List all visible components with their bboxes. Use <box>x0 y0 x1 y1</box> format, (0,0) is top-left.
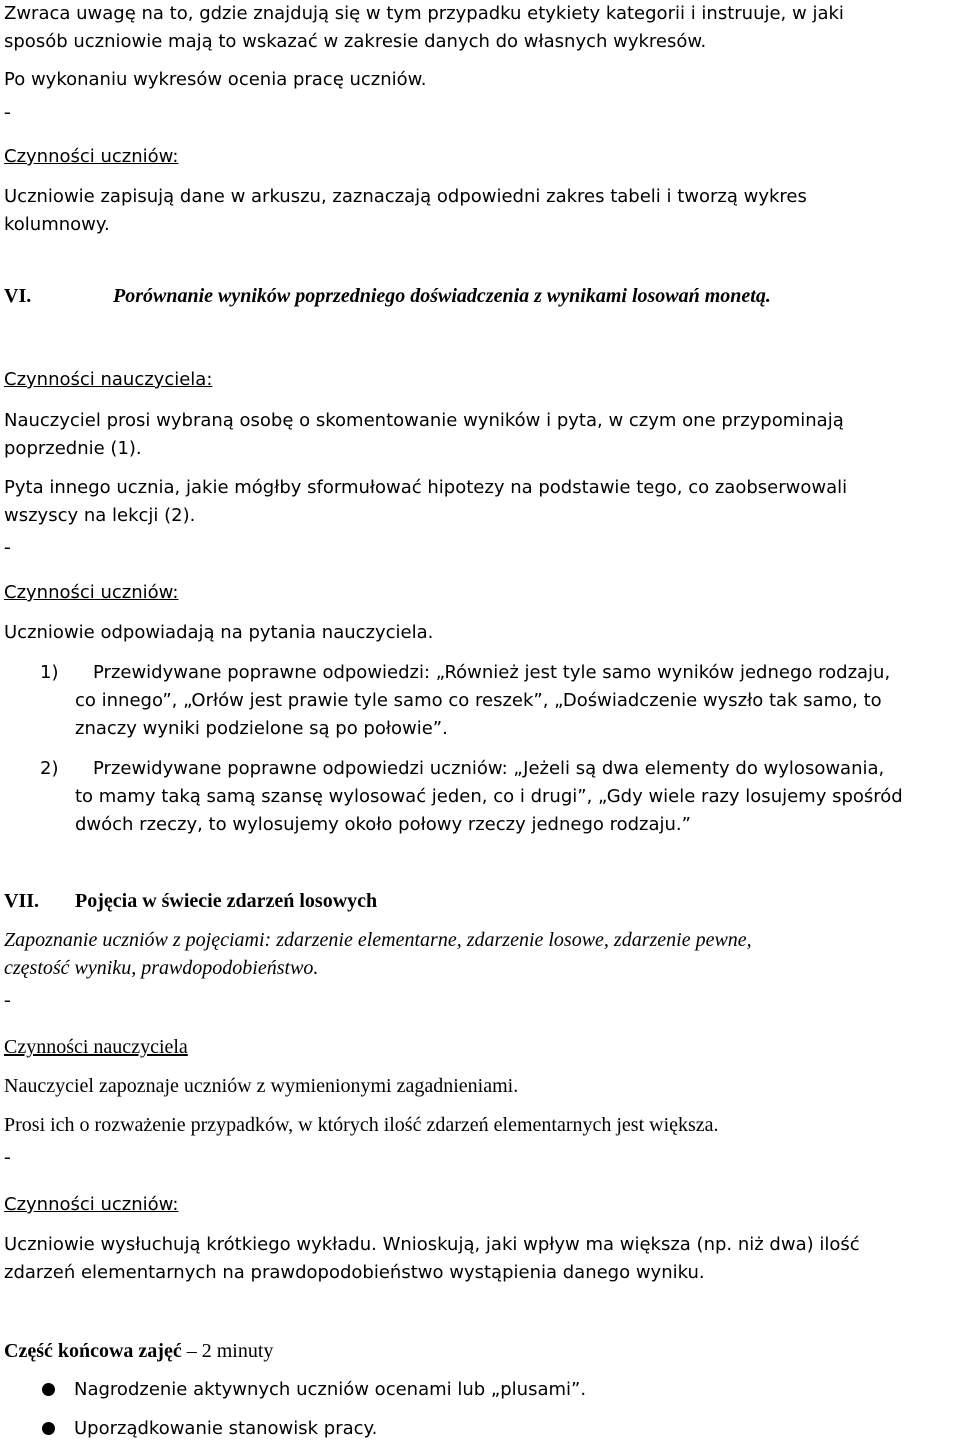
dash-separator: - <box>4 101 11 123</box>
dash-separator: - <box>4 536 11 558</box>
paragraph-line: Pyta innego ucznia, jakie mógłby sformułować hipotezy na podstawie tego, co zaobserwowali <box>4 477 848 498</box>
paragraph: Po wykonaniu wykresów ocenia pracę uczniów. <box>4 69 427 90</box>
paragraph-line: Uczniowie zapisują dane w arkuszu, zaznaczają odpowiedni zakres tabeli i tworzą wykres <box>4 186 807 207</box>
list-item: Nagrodzenie aktywnych uczniów ocenami lub „plusami”. <box>74 1379 587 1400</box>
paragraph-line: sposób uczniowie mają to wskazać w zakresie danych do własnych wykresów. <box>4 31 707 52</box>
bullet-icon <box>42 1422 55 1435</box>
paragraph-line: Nauczyciel prosi wybraną osobę o skomentowanie wyników i pyta, w czym one przypominają <box>4 410 844 431</box>
list-item-line: Przewidywane poprawne odpowiedzi uczniów: „Jeżeli są dwa elementy do wylosowania, <box>93 758 885 779</box>
paragraph-line: częstość wyniku, prawdopodobieństwo. <box>4 957 319 979</box>
paragraph: Nauczyciel zapoznaje uczniów z wymienionymi zagadnieniami. <box>4 1075 519 1097</box>
paragraph-line: Zwraca uwagę na to, gdzie znajdują się w tym przypadku etykiety kategorii i instruuje, w jaki <box>4 3 844 24</box>
students-heading: Czynności uczniów: <box>4 1194 179 1215</box>
final-heading <box>4 1337 273 1365</box>
final-duration: – 2 minuty <box>181 1340 274 1362</box>
section-number: VI. <box>4 285 32 307</box>
students-heading: Czynności uczniów: <box>4 146 179 167</box>
dash-separator: - <box>4 989 11 1011</box>
paragraph-line: zdarzeń elementarnych na prawdopodobieństwo wystąpienia danego wyniku. <box>4 1262 705 1283</box>
list-item: Uporządkowanie stanowisk pracy. <box>74 1418 378 1439</box>
section-title: Pojęcia w świecie zdarzeń losowych <box>75 890 378 912</box>
students-heading: Czynności uczniów: <box>4 582 179 603</box>
teacher-heading: Czynności nauczyciela: <box>4 369 213 390</box>
bullet-icon <box>42 1383 55 1396</box>
list-item-line: to mamy taką samą szansę wylosować jeden, co i drugi”, „Gdy wiele razy losujemy spośród <box>75 786 903 807</box>
teacher-heading: Czynności nauczyciela <box>4 1036 188 1058</box>
list-item-line: dwóch rzeczy, to wylosujemy około połowy rzeczy jednego rodzaju.” <box>75 814 691 835</box>
paragraph-line: kolumnowy. <box>4 214 110 235</box>
list-item-line: co innego”, „Orłów jest prawie tyle samo co reszek”, „Doświadczenie wyszło tak samo, to <box>75 690 882 711</box>
section-title: Porównanie wyników poprzedniego doświadczenia z wynikami losowań monetą. <box>113 285 771 307</box>
dash-separator: - <box>4 1146 11 1168</box>
list-number: 1) <box>40 662 59 683</box>
paragraph-line: Uczniowie wysłuchują krótkiego wykładu. Wnioskują, jaki wpływ ma większa (np. niż dwa) ilość <box>4 1234 860 1255</box>
list-number: 2) <box>40 758 59 779</box>
list-item-line: Przewidywane poprawne odpowiedzi: „Również jest tyle samo wyników jednego rodzaju, <box>93 662 891 683</box>
section-number: VII. <box>4 890 40 912</box>
final-title: Część końcowa zajęć <box>4 1340 182 1362</box>
paragraph-line: wszyscy na lekcji (2). <box>4 505 196 526</box>
paragraph: Prosi ich o rozważenie przypadków, w których ilość zdarzeń elementarnych jest większa. <box>4 1114 719 1136</box>
paragraph-line: Zapoznanie uczniów z pojęciami: zdarzenie elementarne, zdarzenie losowe, zdarzenie pewne, <box>4 929 752 951</box>
paragraph-line: poprzednie (1). <box>4 438 142 459</box>
list-item-line: znaczy wyniki podzielone są po połowie”. <box>75 718 448 739</box>
paragraph: Uczniowie odpowiadają na pytania nauczyciela. <box>4 622 434 643</box>
